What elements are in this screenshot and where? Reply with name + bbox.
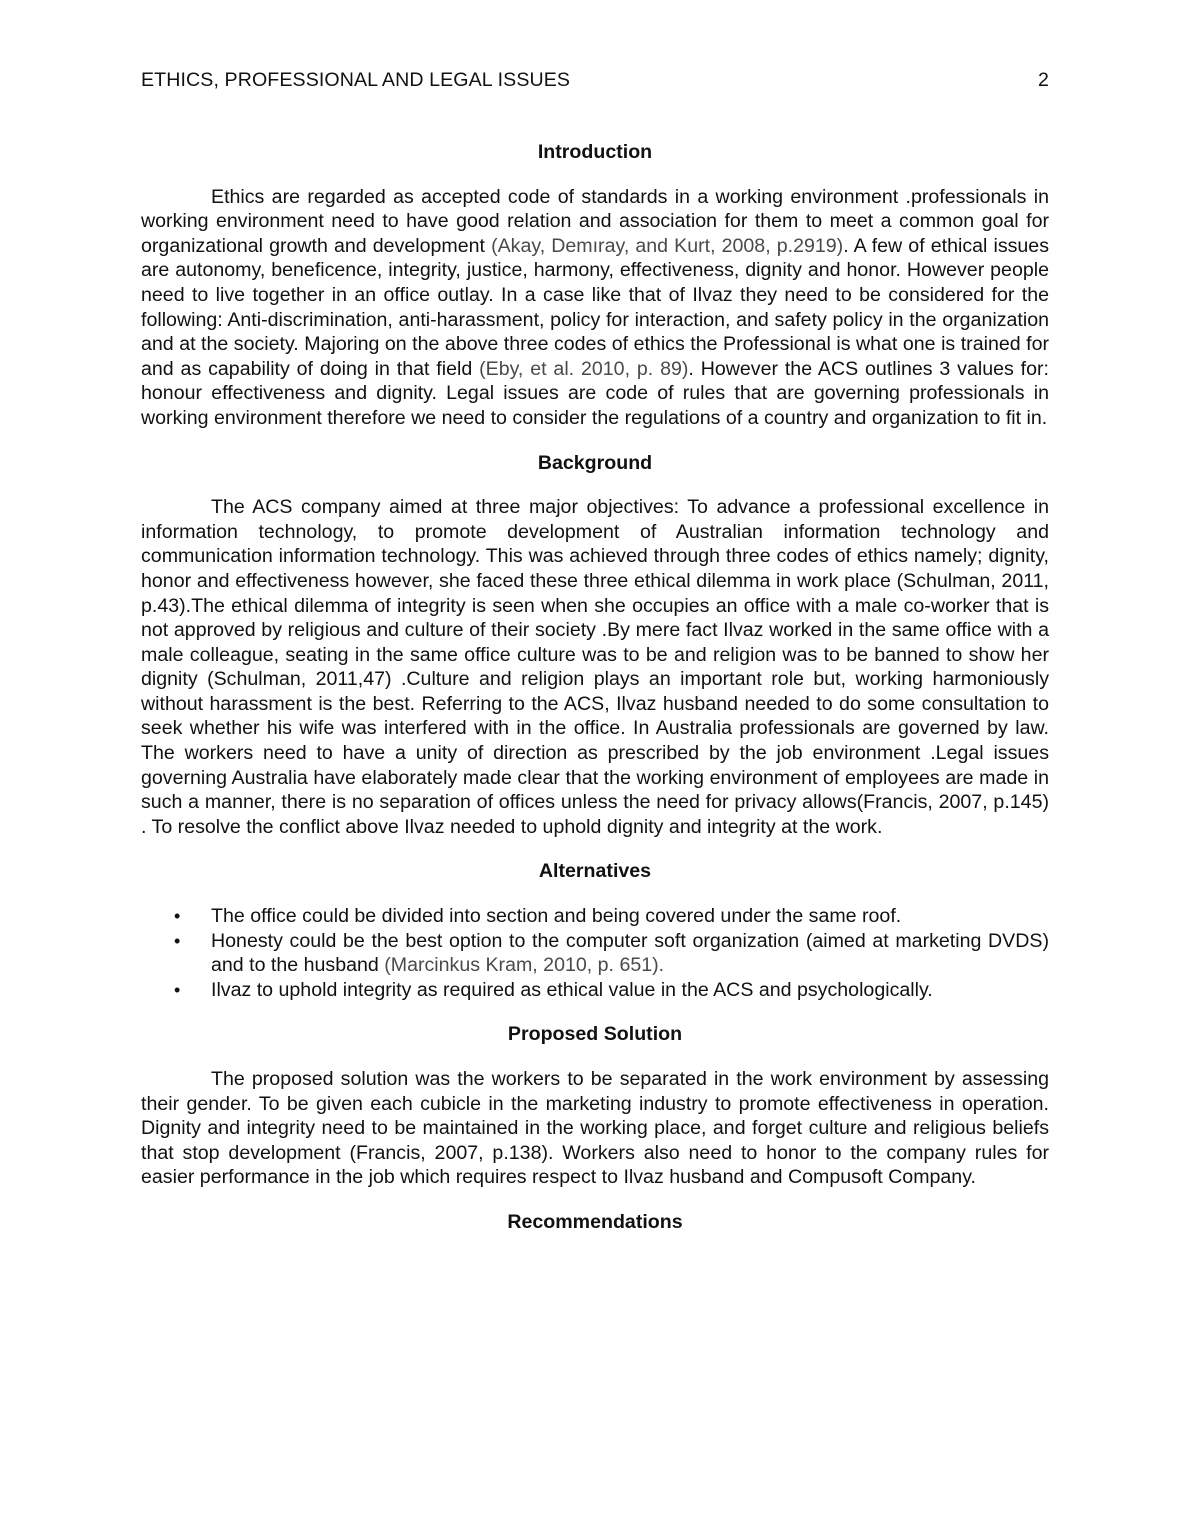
background-heading: Background [537,451,653,474]
running-head-title: ETHICS, PROFESSIONAL AND LEGAL ISSUES [141,69,571,91]
introduction-text-1: Ethics are regarded as accepted code of standards in a working environment .professionals in working environment need to have good relation and association for them to meet a common goal for organizational growth and development [141,185,1049,257]
bullet-icon: • [174,906,181,927]
introduction-text-2: . A few of ethical issues are autonomy, beneficence, integrity, justice, harmony, effectiveness, dignity and honor. However people need to live together in an office outlay. In a case like that of Ilvaz they need to be considered for the following: Anti-discrimination, anti-harassment, policy for interaction, and safety policy in the organization and at the society. Majoring on the above three codes of ethics the Professional is what one is trained for and as capability of doing in that field [141,234,1050,380]
proposed-solution-paragraph: The proposed solution was the workers to be separated in the work environment by assessing their gender. To be given each cubicle in the marketing industry to promote effectiveness in operation. Dignity and integrity need to be maintained in the working place, and forget culture and religious beliefs that stop development (Francis, 2007, p.138). Workers also need to honor to the company rules for easier performance in the job which requires respect to Ilvaz husband and Compusoft Company. [141,1068,1049,1189]
alternative-3-text: Ilvaz to uphold integrity as required as ethical value in the ACS and psychologically. [211,978,933,1001]
page-number: 2 [1038,69,1049,91]
bullet-icon: • [174,979,181,1000]
proposed-solution-heading: Proposed Solution [507,1023,683,1046]
alternatives-heading: Alternatives [538,860,652,883]
alternative-1-text: The office could be divided into section and being covered under the same roof. [211,905,902,928]
proposed-solution-section [141,1067,1049,1190]
citation-eby: (Eby, et al. 2010, p. 89) [479,357,689,380]
bullet-icon: • [174,930,181,951]
introduction-section [141,185,1049,431]
citation-akay: (Akay, Demıray, and Kurt, 2008, p.2919) [491,234,844,257]
alternative-2-text: Honesty could be the best option to the computer soft organization (aimed at marketing DVDS) and to the husband [211,929,1049,977]
document-page [141,68,1049,1255]
recommendations-heading: Recommendations [507,1210,683,1233]
background-section [141,495,1049,839]
introduction-text-3: . However the ACS outlines 3 values for: honour effectiveness and dignity. Legal issues are code of rules that are governing professionals in working environment therefore we need to consider the regulations of a country and organization to fit in. [141,357,1049,429]
running-header [141,68,1049,98]
list-item [141,929,1049,978]
list-item [141,904,1049,929]
list-item [141,978,1049,1003]
introduction-heading: Introduction [537,141,653,163]
background-paragraph: The ACS company aimed at three major objectives: To advance a professional excellence in information technology, to promote development of Australian information technology and communication information technology. This was achieved through three codes of ethics namely; dignity, honor and effectiveness however, she faced these three ethical dilemma in work place (Schulman, 2011, p.43).The ethical dilemma of integrity is seen when she occupies an office with a male co-worker that is not approved by religious and culture of their society .By mere fact Ilvaz worked in the same office with a male colleague, seating in the same office culture was to be and religion was to be banned to show her dignity (Schulman, 2011,47) .Culture and religion plays an important role but, working harmoniously without harassment is the best. Referring to the ACS, Ilvaz husband needed to do some consultation to seek whether his wife was interfered with in the office. In Australia professionals are governed by law. The workers need to have a unity of direction as prescribed by the job environment .Legal issues governing Australia have elaborately made clear that the working environment of employees are made in such a manner, there is no separation of offices unless the need for privacy allows(Francis, 2007, p.145) . To resolve the conflict above Ilvaz needed to uphold dignity and integrity at the work. [141,496,1049,838]
citation-marcinkus: (Marcinkus Kram, 2010, p. 651). [384,954,665,977]
introduction-paragraph [141,185,1049,431]
alternatives-list [141,904,1049,1002]
